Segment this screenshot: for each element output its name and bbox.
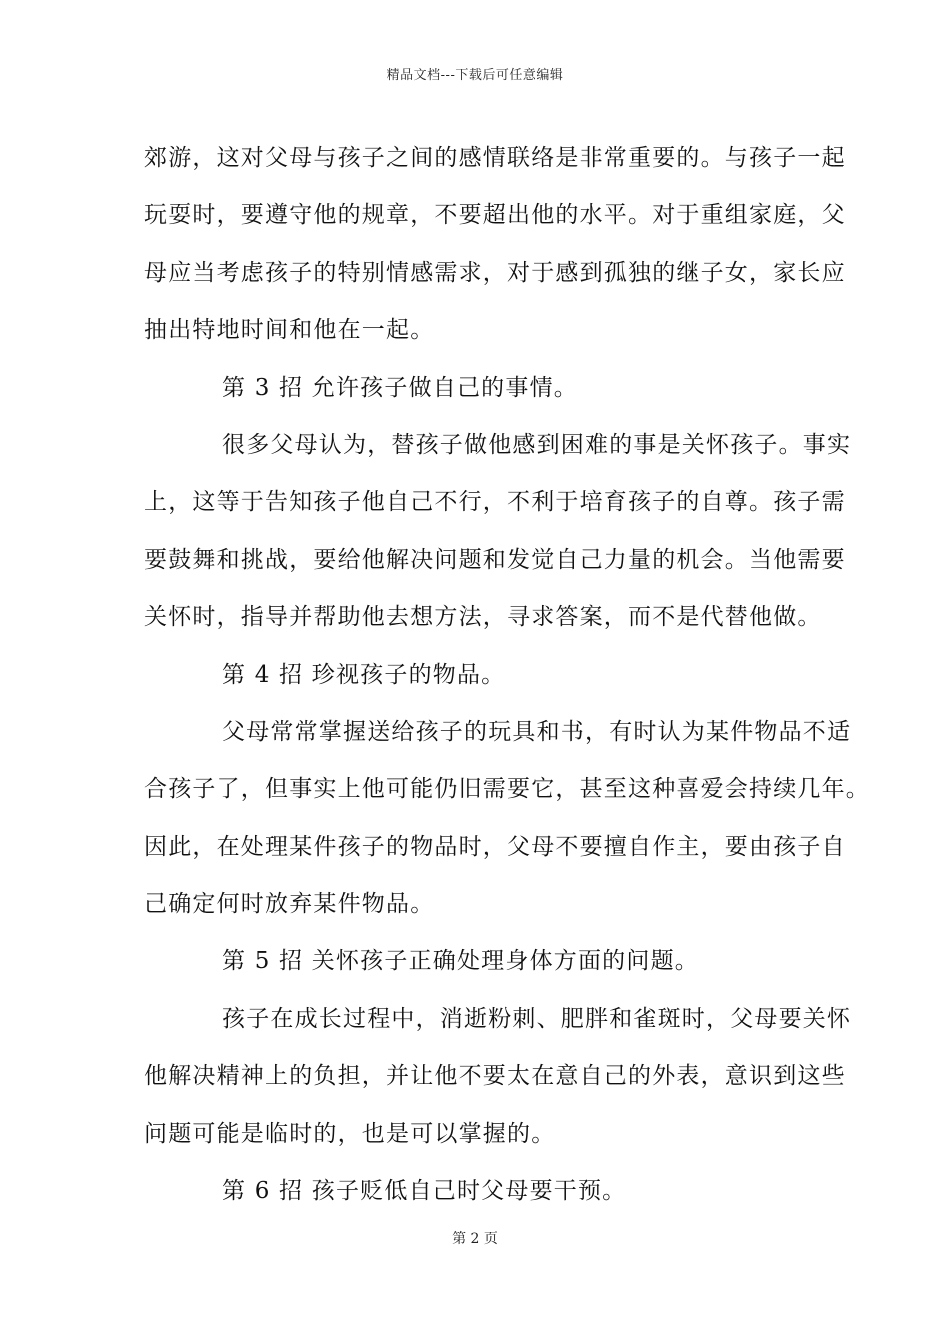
paragraph-start: 孩子在成长过程中，消逝粉刺、肥胖和雀斑时，父母要关怀 [222,1005,852,1032]
paragraph-start: 父母常常掌握送给孩子的玩具和书，有时认为某件物品不适 [222,718,852,745]
text-line: 合孩子了，但事实上他可能仍旧需要它，甚至这种喜爱会持续几年。 [144,776,870,803]
paragraph-start: 很多父母认为，替孩子做他感到困难的事是关怀孩子。事实 [222,431,852,458]
text-line: 郊游，这对父母与孩子之间的感情联络是非常重要的。与孩子一起 [144,145,846,171]
text-line: 抽出特地时间和他在一起。 [144,317,435,344]
page-number: 第 2 页 [452,1231,498,1247]
text-line: 问题可能是临时的，也是可以掌握的。 [144,1120,556,1147]
document-body [144,130,870,1220]
section-heading: 第 3 招 允许孩子做自己的事情。 [222,374,578,401]
text-line: 母应当考虑孩子的特别情感需求，对于感到孤独的继子女，家长应 [144,259,846,286]
text-line: 玩耍时，要遵守他的规章，不要超出他的水平。对于重组家庭，父 [144,202,846,229]
text-line: 因此，在处理某件孩子的物品时，父母不要擅自作主，要由孩子自 [144,833,846,860]
text-line: 他解决精神上的负担，并让他不要太在意自己的外表，意识到这些 [144,1063,846,1090]
text-line: 上，这等于告知孩子他自己不行，不利于培育孩子的自尊。孩子需 [144,489,846,516]
page-header: 精品文档---下载后可任意编辑 [386,68,564,83]
text-line: 要鼓舞和挑战，要给他解决问题和发觉自己力量的机会。当他需要 [144,546,846,573]
section-heading: 第 5 招 关怀孩子正确处理身体方面的问题。 [222,948,699,975]
section-heading: 第 4 招 珍视孩子的物品。 [222,661,506,688]
text-line: 关怀时，指导并帮助他去想方法，寻求答案，而不是代替他做。 [144,604,822,631]
section-heading: 第 6 招 孩子贬低自己时父母要干预。 [222,1178,627,1205]
text-line: 己确定何时放弃某件物品。 [144,891,435,918]
